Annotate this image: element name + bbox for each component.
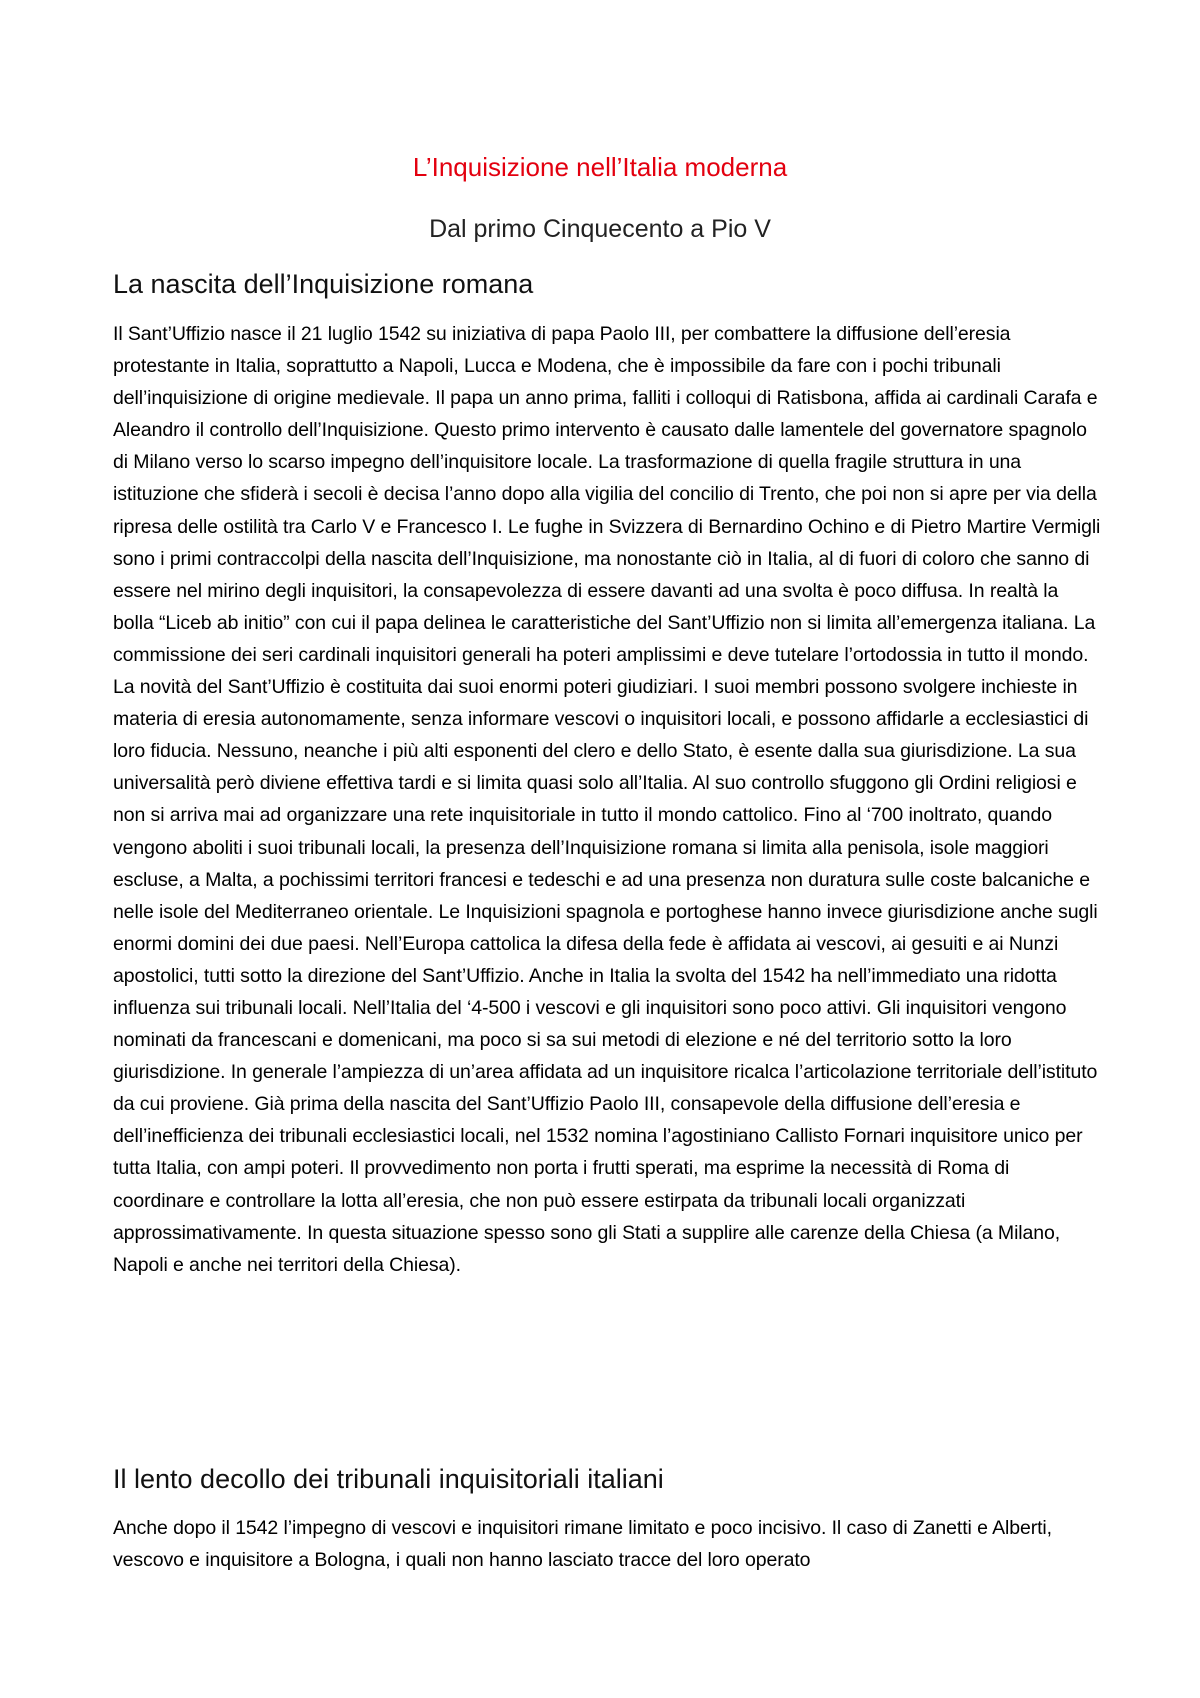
section-heading-1: La nascita dell’Inquisizione romana <box>113 269 534 299</box>
section-heading-2: Il lento decollo dei tribunali inquisitoriali italiani <box>113 1464 664 1494</box>
document-title: L’Inquisizione nell’Italia moderna <box>412 152 788 182</box>
section-paragraph-1: Il Sant’Uffizio nasce il 21 luglio 1542 su iniziativa di papa Paolo III, per combattere la diffusione dell’eresia protestante in Italia, soprattutto a Napoli, Lucca e Modena, che è impossibile da fare con i pochi tribunali dell’inquisizione di origine medievale. Il papa un anno prima, falliti i colloqui di Ratisbona, affida ai cardinali Carafa e Aleandro il controllo dell’Inquisizione. Questo primo intervento è causato dalle lamentele del governatore spagnolo di Milano verso lo scarso impegno dell’inquisitore locale. La trasformazione di quella fragile struttura in una istituzione che sfiderà i secoli è decisa l’anno dopo alla vigilia del concilio di Trento, che poi non si apre per via della ripresa delle ostilità tra Carlo V e Francesco I. Le fughe in Svizzera di Bernardino Ochino e di Pietro Martire Vermigli sono i primi contraccolpi della nascita dell’Inquisizione, ma nonostante ciò in Italia, al di fuori di coloro che sanno di essere nel mirino degli inquisitori, la consapevolezza di essere davanti ad una svolta è poco diffusa. In realtà la bolla “Liceb ab initio” con cui il papa delinea le caratteristiche del Sant’Uffizio non si limita all’emergenza italiana. La commissione dei seri cardinali inquisitori generali ha poteri amplissimi e deve tutelare l’ortodossia in tutto il mondo. La novità del Sant’Uffizio è costituita dai suoi enormi poteri giudiziari. I suoi membri possono svolgere inchieste in materia di eresia autonomamente, senza informare vescovi o inquisitori locali, e possono affidarle a ecclesiastici di loro fiducia. Nessuno, neanche i più alti esponenti del clero e dello Stato, è esente dalla sua giurisdizione. La sua universalità però diviene effettiva tardi e si limita quasi solo all’Italia. Al suo controllo sfuggono gli Ordini religiosi e non si arriva mai ad organizzare una rete inquisitoriale in tutto il mondo cattolico. Fino al ‘700 inoltrato, quando vengono aboliti i suoi tribunali locali, la presenza dell’Inquisizione romana si limita alla penisola, isole maggiori escluse, a Malta, a pochissimi territori francesi e tedeschi e ad una presenza non duratura sulle coste balcaniche e nelle isole del Mediterraneo orientale. Le Inquisizioni spagnola e portoghese hanno invece giurisdizione anche sugli enormi domini dei due paesi. Nell’Europa cattolica la difesa della fede è affidata ai vescovi, ai gesuiti e ai Nunzi apostolici, tutti sotto la direzione del Sant’Uffizio. Anche in Italia la svolta del 1542 ha nell’immediato una ridotta influenza sui tribunali locali. Nell’Italia del ‘4-500 i vescovi e gli inquisitori sono poco attivi. Gli inquisitori vengono nominati da francescani e domenicani, ma poco si sa sui metodi di elezione e né del territorio sotto la loro giurisdizione. In generale l’ampiezza di un’area affidata ad un inquisitore ricalca l’articolazione territoriale dell’istituto da cui proviene. Già prima della nascita del Sant’Uffizio Paolo III, consapevole della diffusione dell’eresia e dell’inefficienza dei tribunali ecclesiastici locali, nel 1532 nomina l’agostiniano Callisto Fornari inquisitore unico per tutta Italia, con ampi poteri. Il provvedimento non porta i frutti sperati, ma esprime la necessità di Roma di coordinare e controllare la lotta all’eresia, che non può essere estirpata da tribunali locali organizzati approssimativamente. In questa situazione spesso sono gli Stati a supplire alle carenze della Chiesa (a Milano, Napoli e anche nei territori della Chiesa). <box>113 323 1101 1276</box>
document-subtitle: Dal primo Cinquecento a Pio V <box>429 215 771 243</box>
section-paragraph-2: Anche dopo il 1542 l’impegno di vescovi e inquisitori rimane limitato e poco incisivo. Il caso di Zanetti e Alberti, vescovo e inquisitore a Bologna, i quali non hanno lasciato tracce del loro operato <box>113 1517 1052 1572</box>
